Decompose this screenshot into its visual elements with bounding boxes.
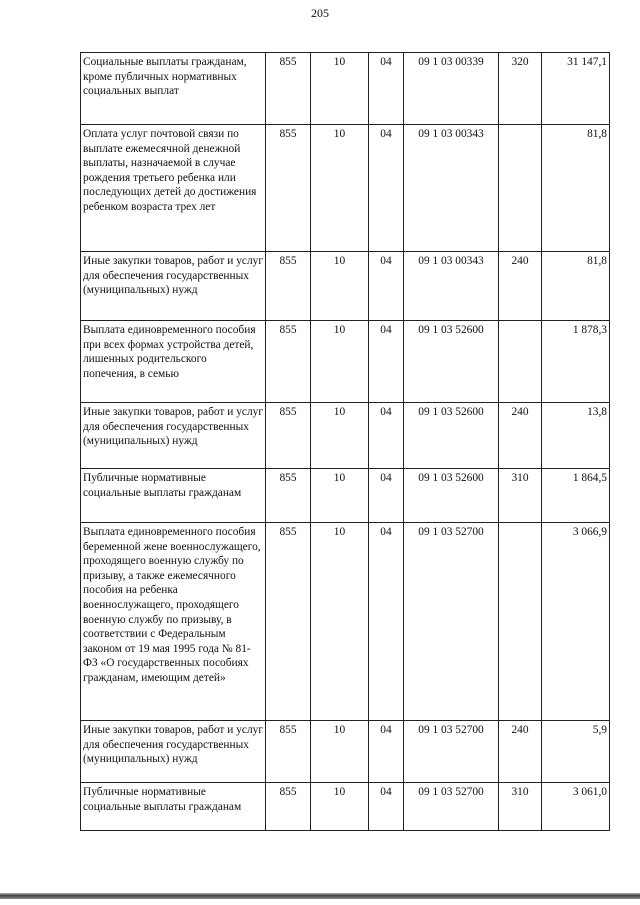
row-target-code: 09 1 03 00343 <box>404 125 499 252</box>
row-amount: 3 061,0 <box>542 783 610 831</box>
row-subsection-code: 04 <box>369 783 404 831</box>
row-ved-code: 855 <box>266 53 311 125</box>
row-expense-type: 240 <box>499 403 542 469</box>
row-name: Публичные нормативные социальные выплаты гражданам <box>81 783 266 831</box>
row-section-code: 10 <box>311 523 369 721</box>
row-ved-code: 855 <box>266 721 311 783</box>
row-target-code: 09 1 03 00339 <box>404 53 499 125</box>
row-name: Оплата услуг почтовой связи по выплате ежемесячной денежной выплаты, назначаемой в случае рождения третьего ребенка или последующих детей до достижения ребенком возраста трех лет <box>81 125 266 252</box>
table-row <box>81 783 610 831</box>
row-expense-type: 310 <box>499 783 542 831</box>
row-ved-code: 855 <box>266 523 311 721</box>
row-amount: 13,8 <box>542 403 610 469</box>
row-section-code: 10 <box>311 252 369 321</box>
row-subsection-code: 04 <box>369 53 404 125</box>
row-subsection-code: 04 <box>369 321 404 403</box>
row-amount: 3 066,9 <box>542 523 610 721</box>
row-amount: 1 878,3 <box>542 321 610 403</box>
row-name: Иные закупки товаров, работ и услуг для обеспечения государственных (муниципальных) нужд <box>81 403 266 469</box>
row-ved-code: 855 <box>266 125 311 252</box>
row-name: Иные закупки товаров, работ и услуг для обеспечения государственных (муниципальных) нужд <box>81 721 266 783</box>
row-target-code: 09 1 03 52700 <box>404 783 499 831</box>
row-target-code: 09 1 03 52700 <box>404 721 499 783</box>
table-row <box>81 523 610 721</box>
row-section-code: 10 <box>311 783 369 831</box>
row-expense-type: 240 <box>499 721 542 783</box>
row-subsection-code: 04 <box>369 523 404 721</box>
table-row <box>81 125 610 252</box>
page-number: 205 <box>311 6 329 20</box>
row-subsection-code: 04 <box>369 125 404 252</box>
row-amount: 31 147,1 <box>542 53 610 125</box>
row-amount: 1 864,5 <box>542 469 610 523</box>
row-expense-type <box>499 125 542 252</box>
row-section-code: 10 <box>311 469 369 523</box>
row-ved-code: 855 <box>266 403 311 469</box>
row-subsection-code: 04 <box>369 469 404 523</box>
row-name: Социальные выплаты гражданам, кроме публичных нормативных социальных выплат <box>81 53 266 125</box>
row-amount: 81,8 <box>542 252 610 321</box>
scan-bottom-edge <box>0 893 640 899</box>
row-target-code: 09 1 03 52600 <box>404 321 499 403</box>
row-name: Публичные нормативные социальные выплаты гражданам <box>81 469 266 523</box>
row-target-code: 09 1 03 00343 <box>404 252 499 321</box>
row-ved-code: 855 <box>266 783 311 831</box>
table-row <box>81 403 610 469</box>
row-subsection-code: 04 <box>369 252 404 321</box>
row-ved-code: 855 <box>266 321 311 403</box>
row-name: Выплата единовременного пособия при всех формах устройства детей, лишенных родительского попечения, в семью <box>81 321 266 403</box>
table-row <box>81 469 610 523</box>
row-expense-type: 310 <box>499 469 542 523</box>
table-row <box>81 53 610 125</box>
table-row <box>81 321 610 403</box>
row-target-code: 09 1 03 52700 <box>404 523 499 721</box>
table-row <box>81 252 610 321</box>
row-section-code: 10 <box>311 53 369 125</box>
row-amount: 5,9 <box>542 721 610 783</box>
row-ved-code: 855 <box>266 469 311 523</box>
row-amount: 81,8 <box>542 125 610 252</box>
budget-table <box>80 52 610 831</box>
row-subsection-code: 04 <box>369 403 404 469</box>
row-target-code: 09 1 03 52600 <box>404 469 499 523</box>
row-section-code: 10 <box>311 403 369 469</box>
row-section-code: 10 <box>311 721 369 783</box>
row-expense-type: 320 <box>499 53 542 125</box>
row-expense-type <box>499 523 542 721</box>
row-section-code: 10 <box>311 321 369 403</box>
row-subsection-code: 04 <box>369 721 404 783</box>
row-expense-type <box>499 321 542 403</box>
row-name: Выплата единовременного пособия беременной жене военнослужащего, проходящего военную службу по призыву, а также ежемесячного пособия на ребенка военнослужащего, проходящего военную службу по призыву, в соответствии с Федеральным законом от 19 мая 1995 года № 81-ФЗ «О государственных пособиях гражданам, имеющим детей» <box>81 523 266 721</box>
row-ved-code: 855 <box>266 252 311 321</box>
table-row <box>81 721 610 783</box>
row-section-code: 10 <box>311 125 369 252</box>
row-target-code: 09 1 03 52600 <box>404 403 499 469</box>
row-expense-type: 240 <box>499 252 542 321</box>
row-name: Иные закупки товаров, работ и услуг для обеспечения государственных (муниципальных) нужд <box>81 252 266 321</box>
